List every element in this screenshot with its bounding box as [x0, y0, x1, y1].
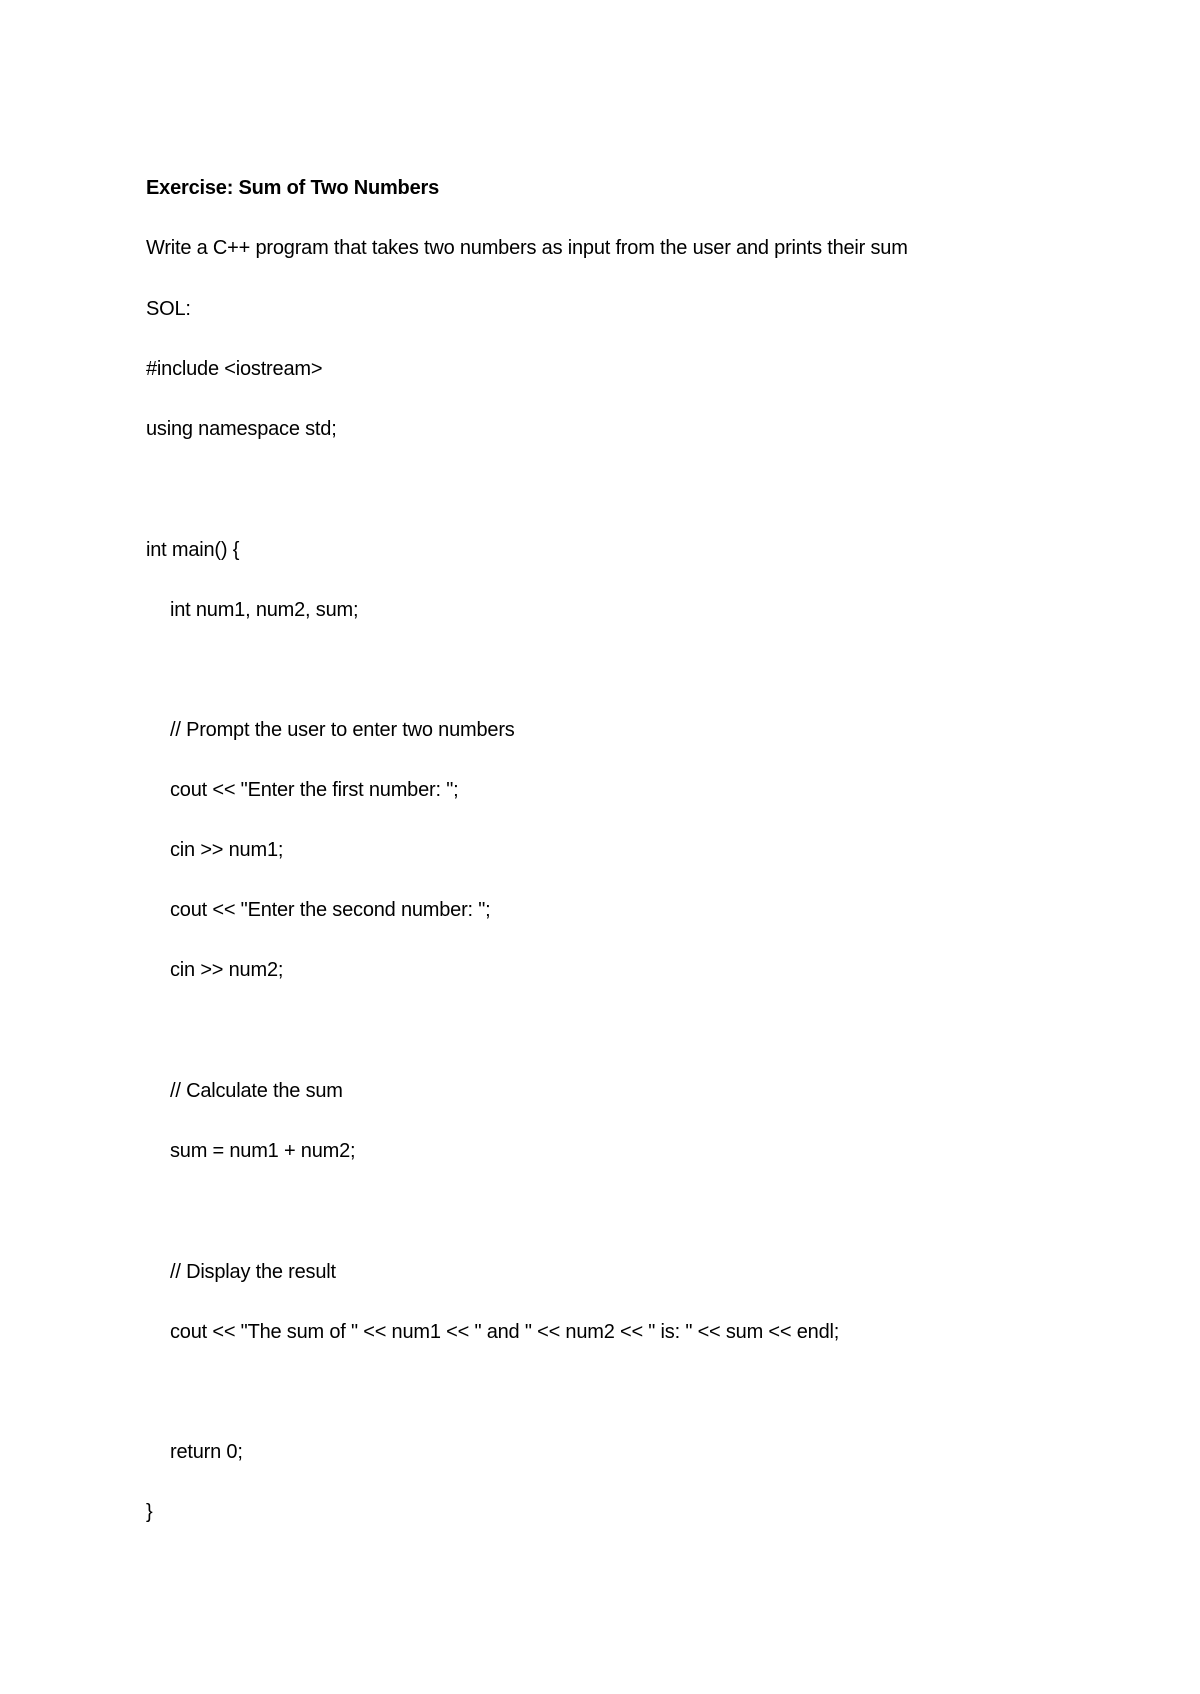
code-line-cout-second: cout << "Enter the second number: "; — [170, 899, 491, 921]
code-line-close-brace: } — [146, 1501, 153, 1523]
solution-label: SOL: — [146, 298, 191, 320]
code-line-prompt-comment: // Prompt the user to enter two numbers — [170, 719, 515, 741]
code-line-cin-first: cin >> num1; — [170, 839, 284, 861]
code-line-display-comment: // Display the result — [170, 1261, 336, 1283]
code-line-main: int main() { — [146, 539, 240, 561]
exercise-title: Exercise: Sum of Two Numbers — [146, 177, 439, 199]
code-line-return: return 0; — [170, 1441, 243, 1463]
code-line-sum: sum = num1 + num2; — [170, 1140, 356, 1162]
exercise-description: Write a C++ program that takes two numbers as input from the user and prints their sum — [146, 237, 908, 259]
code-line-cout-result: cout << "The sum of " << num1 << " and " << num2 << " is: " << sum << endl; — [170, 1321, 840, 1343]
code-line-cout-first: cout << "Enter the first number: "; — [170, 779, 459, 801]
code-line-declare: int num1, num2, sum; — [170, 599, 359, 621]
code-line-include: #include <iostream> — [146, 358, 323, 380]
code-line-namespace: using namespace std; — [146, 418, 337, 440]
code-line-cin-second: cin >> num2; — [170, 959, 284, 981]
code-line-calc-comment: // Calculate the sum — [170, 1080, 343, 1102]
